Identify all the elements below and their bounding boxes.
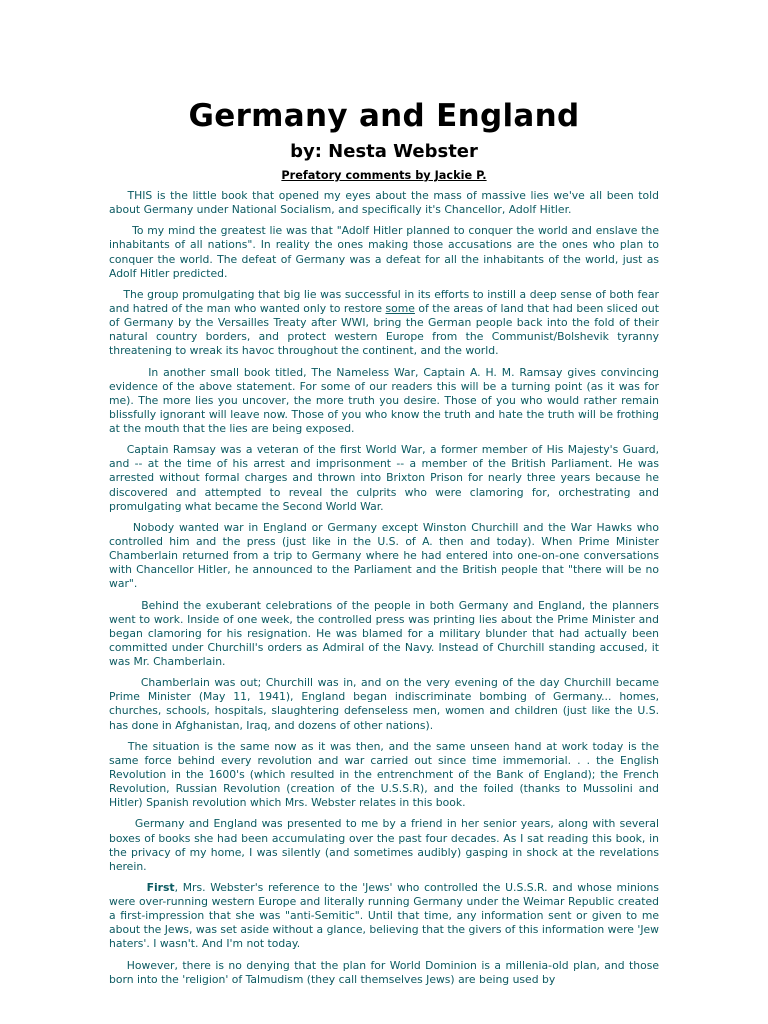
paragraph-6: Nobody wanted war in England or Germany except Winston Churchill and the War Hawks who controlled him and the press (just like in the U.S. of A. then and today). When Prime Minister Chamberlain returned from a trip to Germany where he had entered into one-on-one conversations with Chancellor Hitler, he announced to the Parliament and the British people that "there will be no war". bbox=[109, 520, 659, 591]
underlined-word: some bbox=[385, 302, 415, 316]
paragraph-10: Germany and England was presented to me by a friend in her senior years, along with several boxes of books she had been accumulating over the past four decades. As I sat reading this book, in the privacy of my home, I was silently (and sometimes audibly) gasping in shock at the revelations herein. bbox=[109, 817, 659, 873]
document-byline: by: Nesta Webster bbox=[290, 141, 478, 162]
paragraph-7: Behind the exuberant celebrations of the people in both Germany and England, the planners went to work. Inside of one week, the controlled press was printing lies about the Prime Minister and began clamoring for his resignation. He was blamed for a military blunder that had actually been committed under Churchill's orders as Admiral of the Navy. Instead of Churchill standing accused, it was Mr. Chamberlain. bbox=[109, 598, 659, 668]
paragraph-9: The situation is the same now as it was then, and the same unseen hand at work today is the same force behind every revolution and war carried out since time immemorial. . . the English Revolution in the 1600's (which resulted in the entrenchment of the Bank of England); the French Revolution, Russian Revolution (creation of the U.S.S.R), and the foiled (thanks to Mussolini and Hitler) Spanish revolution which Mrs. Webster relates in this book. bbox=[109, 739, 659, 810]
document-body bbox=[109, 189, 659, 994]
paragraph-2: To my mind the greatest lie was that "Adolf Hitler planned to conquer the world and enslave the inhabitants of all nations". In reality the ones making those accusations are the ones who plan to conquer the world. The defeat of Germany was a defeat for all the inhabitants of the world, just as Adolf Hitler predicted. bbox=[109, 224, 660, 280]
document-title: Germany and England bbox=[188, 98, 580, 134]
paragraph-11: First, Mrs. Webster's reference to the 'Jews' who controlled the U.S.S.R. and whose minions were over-running western Europe and literally running Germany under the Weimar Republic created a first-impression that she was "anti-Semitic". Until that time, any information sent or given to me about the Jews, was set aside without a glance, believing that the givers of this information were 'Jew haters'. I wasn't. And I'm not today. bbox=[109, 881, 659, 951]
paragraph-8: Chamberlain was out; Churchill was in, and on the very evening of the day Churchill became Prime Minister (May 11, 1941), England began indiscriminate bombing of Germany... homes, churches, schools, hospitals, slaughtering defenseless men, women and children (just like the U.S. has done in Afghanistan, Iraq, and dozens of other nations). bbox=[109, 676, 659, 732]
paragraph-12: However, there is no denying that the plan for World Dominion is a millenia-old plan, and those born into the 'religion' of Talmudism (they call themselves Jews) are being used by bbox=[109, 958, 660, 986]
bold-word: First bbox=[146, 881, 175, 894]
paragraph-1: THIS is the little book that opened my eyes about the mass of massive lies we've all been told about Germany under National Socialism, and specifically it's Chancellor, Adolf Hitler. bbox=[109, 189, 659, 217]
paragraph-5: Captain Ramsay was a veteran of the first World War, a former member of His Majesty's Guard, and -- at the time of his arrest and imprisonment -- a member of the British Parliament. He was arrested without formal charges and thrown into Brixton Prison for nearly three years because he discovered and attempted to reveal the culprits who were clamoring for, orchestrating and promulgating what became the Second World War. bbox=[109, 443, 659, 513]
paragraph-3: The group promulgating that big lie was successful in its efforts to instill a deep sense of both fear and hatred of the man who wanted only to restore some of the areas of land that had been sliced out of Germany by the Versailles Treaty after WWI, bring the German people back into the fold of their natural country borders, and protect western Europe from the Communist/Bolshevik tyranny threatening to wreak its havoc throughout the continent, and the world. bbox=[109, 287, 660, 358]
prefatory-heading: Prefatory comments by Jackie P. bbox=[281, 169, 487, 182]
paragraph-4: In another small book titled, The Nameless War, Captain A. H. M. Ramsay gives convincing evidence of the above statement. For some of our readers this will be a turning point (as it was for me). The more lies you uncover, the more truth you desire. Those of you who would rather remain blissfully ignorant will leave now. Those of you who know the truth and hate the truth will be frothing at the mouth that the lies are being exposed. bbox=[109, 365, 659, 435]
